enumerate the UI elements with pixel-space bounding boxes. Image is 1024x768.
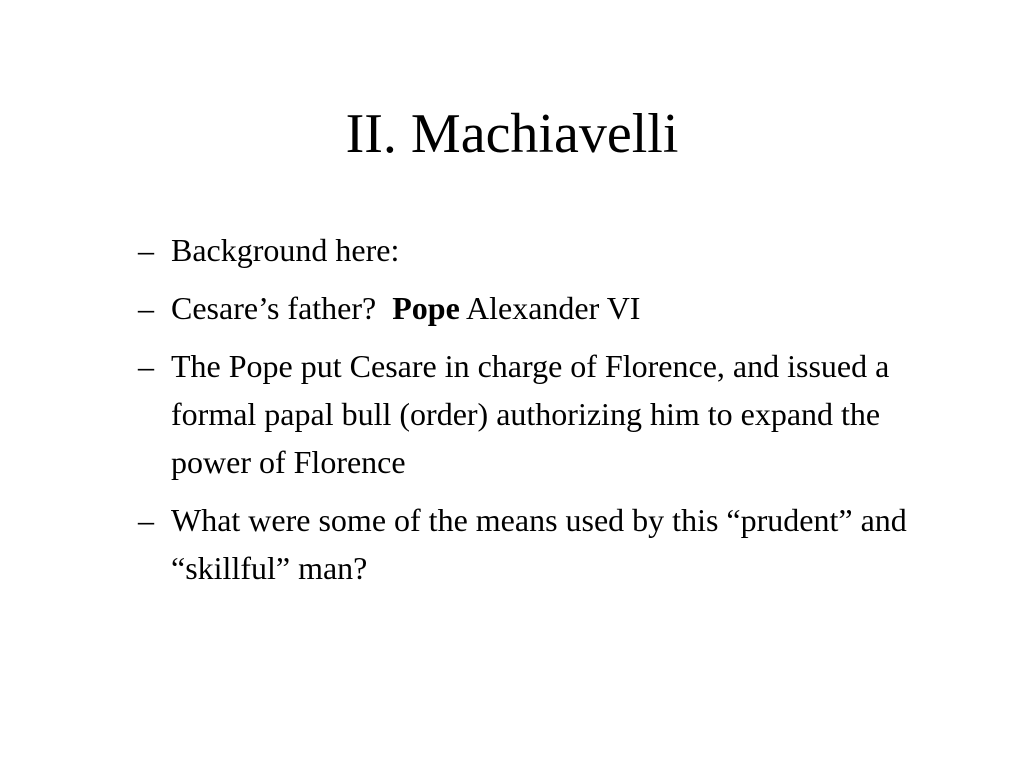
dash-bullet-icon: – [138,502,154,538]
dash-bullet-icon: – [138,348,154,384]
bullet-text-suffix: Alexander VI [459,290,641,326]
bullet-text-bold: Pope [392,290,460,326]
dash-bullet-icon: – [138,290,154,326]
bullet-item-pope-florence [138,342,958,486]
bullet-list [138,226,958,602]
dash-bullet-icon: – [138,232,154,268]
bullet-item-means [138,496,958,592]
bullet-text: The Pope put Cesare in charge of Florence, and issued a formal papal bull (order) authorizing him to expand the power of Florence [171,348,890,480]
bullet-item-cesare-father [138,284,958,332]
slide-title: II. Machiavelli [345,103,679,165]
bullet-item-background [138,226,958,274]
bullet-text: What were some of the means used by this “prudent” and “skillful” man? [171,502,907,586]
bullet-text-prefix: Cesare’s father? [171,290,393,326]
bullet-text: Background here: [171,232,400,268]
